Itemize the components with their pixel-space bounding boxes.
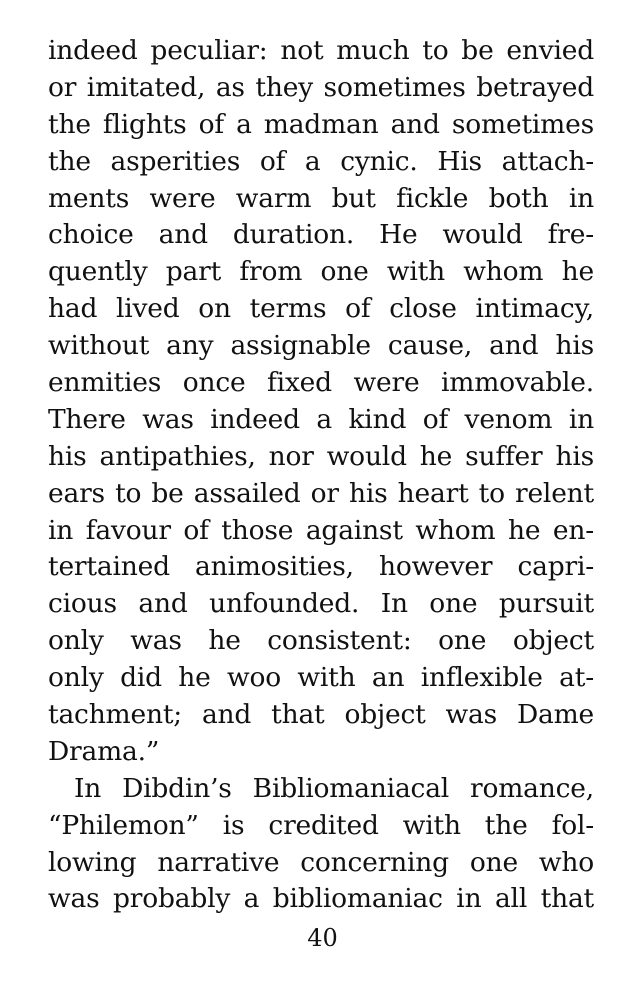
text-line: indeed peculiar: not much to be envied [48, 35, 594, 66]
text-line: had lived on terms of close intimacy, [48, 293, 594, 325]
text-line: cious and unfounded. In one pursuit [48, 588, 594, 620]
text-line: ears to be assailed or his heart to relent [48, 477, 594, 509]
text-line: in favour of those against whom he en- [48, 514, 594, 546]
text-line: or imitated, as they sometimes betrayed [48, 71, 594, 103]
text-line-paragraph-end: Drama.” [48, 735, 160, 767]
text-line-paragraph-start: In Dibdin’s Bibliomaniacal romance, [74, 772, 594, 804]
text-line: tachment; and that object was Dame [48, 699, 594, 731]
text-line: his antipathies, nor would he suffer his [48, 440, 594, 472]
text-line: the flights of a madman and sometimes [48, 108, 594, 140]
text-line: “Philemon” is credited with the fol- [48, 809, 594, 841]
text-line: only did he woo with an inflexible at- [48, 662, 594, 694]
text-line: only was he consistent: one object [48, 625, 594, 657]
text-line: quently part from one with whom he [48, 256, 594, 288]
text-line: ments were warm but fickle both in [48, 182, 594, 214]
text-line: choice and duration. He would fre- [48, 219, 594, 251]
text-line: was probably a bibliomaniac in all that [48, 883, 594, 915]
text-line: tertained animosities, however capri- [48, 551, 594, 583]
text-line: the asperities of a cynic. His attach- [48, 145, 594, 177]
text-line: lowing narrative concerning one who [48, 846, 594, 878]
page-number: 40 [307, 924, 338, 952]
text-line: without any assignable cause, and his [48, 330, 594, 362]
body-text [48, 33, 594, 918]
text-line: There was indeed a kind of venom in [48, 403, 594, 435]
text-line: enmities once fixed were immovable. [48, 367, 594, 399]
